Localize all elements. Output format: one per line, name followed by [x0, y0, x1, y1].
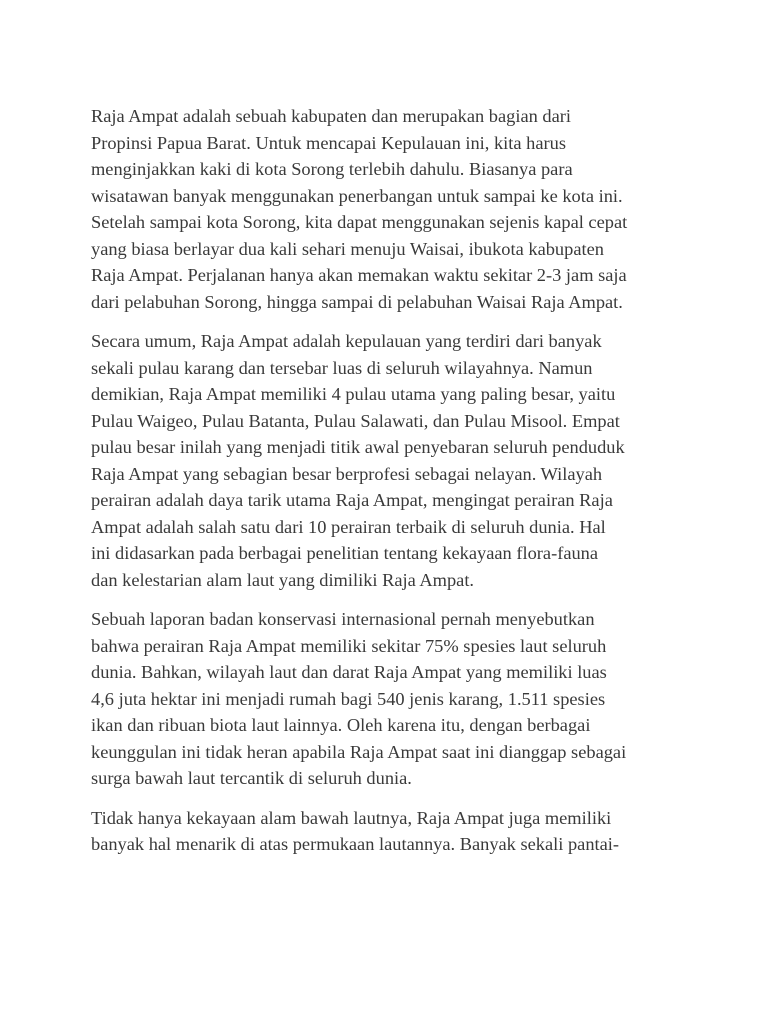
text-line: dari pelabuhan Sorong, hingga sampai di pelabuhan Waisai Raja Ampat.	[91, 291, 623, 312]
text-line: Setelah sampai kota Sorong, kita dapat menggunakan sejenis kapal cepat	[91, 212, 628, 232]
paragraph-1	[91, 103, 691, 315]
text-line: Raja Ampat yang sebagian besar berprofesi sebagai nelayan. Wilayah	[91, 463, 603, 484]
text-line: sekali pulau karang dan tersebar luas di seluruh wilayahnya. Namun	[91, 357, 593, 378]
text-line: perairan adalah daya tarik utama Raja Ampat, mengingat perairan Raja	[91, 490, 613, 510]
paragraph-2	[91, 328, 691, 593]
text-line: ini didasarkan pada berbagai penelitian tentang kekayaan flora-fauna	[91, 543, 599, 563]
text-line: keunggulan ini tidak heran apabila Raja Ampat saat ini dianggap sebagai	[91, 741, 627, 762]
text-line: pulau besar inilah yang menjadi titik awal penyebaran seluruh penduduk	[91, 437, 625, 457]
paragraph-4	[91, 805, 691, 858]
text-line: 4,6 juta hektar ini menjadi rumah bagi 540 jenis karang, 1.511 spesies	[91, 688, 606, 709]
text-line: menginjakkan kaki di kota Sorong terlebih dahulu. Biasanya para	[91, 159, 573, 179]
text-line: surga bawah laut tercantik di seluruh dunia.	[91, 768, 412, 788]
text-line: wisatawan banyak menggunakan penerbangan untuk sampai ke kota ini.	[91, 185, 623, 206]
text-line: Propinsi Papua Barat. Untuk mencapai Kepulauan ini, kita harus	[91, 132, 566, 153]
text-line: dan kelestarian alam laut yang dimiliki Raja Ampat.	[91, 569, 475, 590]
text-line: Raja Ampat adalah sebuah kabupaten dan merupakan bagian dari	[91, 106, 572, 126]
text-line: Ampat adalah salah satu dari 10 perairan terbaik di seluruh dunia. Hal	[91, 516, 606, 537]
text-line: yang biasa berlayar dua kali sehari menuju Waisai, ibukota kabupaten	[91, 238, 604, 259]
document-body	[91, 103, 691, 871]
text-line: banyak hal menarik di atas permukaan lautannya. Banyak sekali pantai-	[91, 834, 620, 854]
text-line: ikan dan ribuan biota laut lainnya. Oleh karena itu, dengan berbagai	[91, 715, 591, 735]
text-line: demikian, Raja Ampat memiliki 4 pulau utama yang paling besar, yaitu	[91, 384, 616, 404]
paragraph-3	[91, 606, 691, 792]
text-line: Secara umum, Raja Ampat adalah kepulauan yang terdiri dari banyak	[91, 331, 602, 351]
text-line: dunia. Bahkan, wilayah laut dan darat Raja Ampat yang memiliki luas	[91, 662, 607, 682]
text-line: bahwa perairan Raja Ampat memiliki sekitar 75% spesies laut seluruh	[91, 635, 607, 656]
text-line: Sebuah laporan badan konservasi internasional pernah menyebutkan	[91, 609, 595, 629]
text-line: Pulau Waigeo, Pulau Batanta, Pulau Salawati, dan Pulau Misool. Empat	[91, 410, 620, 431]
text-line: Raja Ampat. Perjalanan hanya akan memakan waktu sekitar 2-3 jam saja	[91, 265, 627, 285]
text-line: Tidak hanya kekayaan alam bawah lautnya, Raja Ampat juga memiliki	[91, 807, 612, 828]
